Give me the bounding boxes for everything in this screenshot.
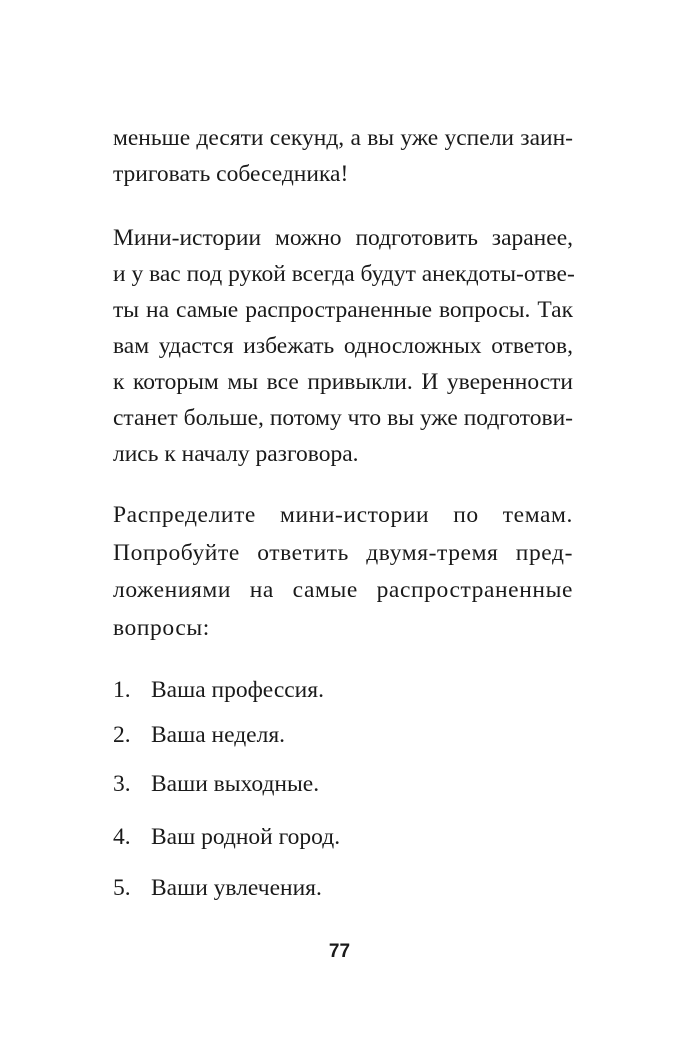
list-number: 3. [113, 771, 131, 797]
list-number: 2. [113, 722, 131, 748]
text-line: ты на самые распространенные вопросы. Так [113, 297, 573, 323]
list-number: 4. [113, 824, 131, 850]
list-text: Ваша профессия. [151, 677, 324, 703]
list-number: 1. [113, 677, 131, 703]
paragraph-3 [113, 497, 573, 647]
list-item [113, 719, 285, 751]
text-line: станет больше, потому что вы уже подготови- [113, 405, 573, 431]
text-line: вам удастся избежать односложных ответов, [113, 333, 573, 359]
list-item [113, 821, 340, 853]
list-number: 5. [113, 875, 131, 901]
list-text: Ваши выходные. [151, 771, 320, 797]
text-line: Мини-истории можно подготовить заранее, [113, 225, 573, 251]
list-item [113, 768, 319, 800]
page-number: 77 [328, 941, 351, 962]
text-line: ложениями на самые распространенные [113, 577, 573, 603]
paragraph-2 [113, 220, 573, 472]
text-line: триговать собеседника! [113, 161, 349, 187]
list-text: Ваши увлечения. [151, 875, 322, 901]
text-line: Попробуйте ответить двумя-тремя пред- [113, 539, 573, 566]
text-line: к которым мы все привыкли. И уверенности [113, 369, 573, 395]
list-text: Ваш родной город. [151, 824, 341, 850]
list-text: Ваша неделя. [151, 722, 286, 748]
text-line: меньше десяти секунд, а вы уже успели заин- [113, 125, 573, 151]
text-line: и у вас под рукой всегда будут анекдоты-отве- [113, 261, 575, 287]
text-line: лись к началу разговора. [113, 441, 359, 467]
list-item [113, 674, 324, 706]
text-line: вопросы: [113, 614, 210, 641]
paragraph-1 [113, 120, 573, 192]
list-item [113, 872, 322, 904]
text-line: Распределите мини-истории по темам. [113, 502, 573, 528]
